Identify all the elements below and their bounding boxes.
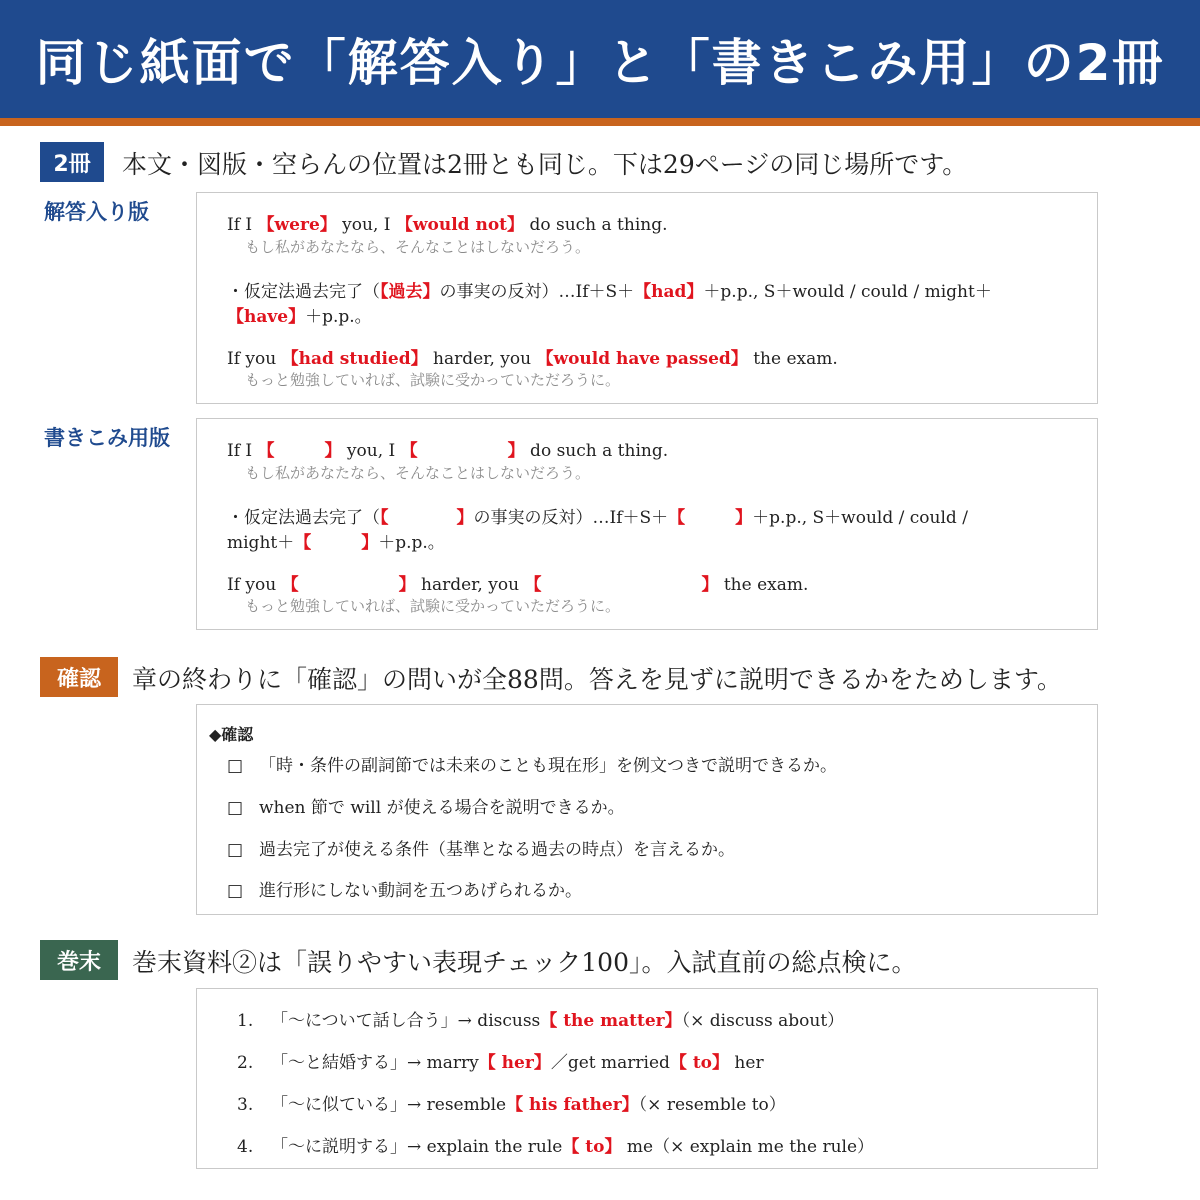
blank-rule-line-2: might＋【 】＋p.p.。 <box>227 533 445 553</box>
answer-rule-line-1: ・仮定法過去完了（【過去】の事実の反対）…If＋S＋【had】＋p.p., S＋would / could / might＋ <box>227 282 992 302</box>
blank-sentence-1: If I 【 】 you, I 【 】 do such a thing. <box>227 441 669 461</box>
appendix-item: 4. 「〜に説明する」→ explain the rule【 to】 me（× explain me the rule） <box>237 1137 875 1157</box>
answer-translation-1: もし私があなたなら、そんなことはしないだろう。 <box>245 238 591 256</box>
banner-accent-stripe <box>0 118 1200 126</box>
answer-fill: 【would have passed】 <box>536 349 748 369</box>
blank-edition-box <box>196 418 1098 630</box>
checkbox-icon[interactable]: □ <box>227 881 244 901</box>
answer-sentence-2: If you 【had studied】 harder, you 【would have passed】 the exam. <box>227 349 838 369</box>
check-item: □ when 節で will が使える場合を説明できるか。 <box>227 798 625 818</box>
answer-sentence-1: If I 【were】 you, I 【would not】 do such a thing. <box>227 215 668 235</box>
section-badge-2books: 2冊 <box>40 142 104 182</box>
answer-translation-2: もっと勉強していれば、試験に受かっていただろうに。 <box>245 371 621 389</box>
answer-fill: 【would not】 <box>395 215 525 235</box>
answer-fill: 【had】 <box>634 282 704 302</box>
section-badge-check: 確認 <box>40 657 118 697</box>
blank-translation-2: もっと勉強していれば、試験に受かっていただろうに。 <box>245 597 621 615</box>
answer-fill: 【had studied】 <box>281 349 428 369</box>
section-heading-appendix: 巻末資料②は「誤りやすい表現チェック100」。入試直前の総点検に。 <box>132 948 917 977</box>
answer-edition-label: 解答入り版 <box>44 200 149 224</box>
answer-fill: 【have】 <box>227 307 306 327</box>
answer-fill: 【過去】 <box>380 282 440 302</box>
check-item: □ 過去完了が使える条件（基準となる過去の時点）を言えるか。 <box>227 840 735 860</box>
check-item: □ 「時・条件の副詞節では未来のことも現在形」を例文つきで説明できるか。 <box>227 756 837 776</box>
section-badge-appendix: 巻末 <box>40 940 118 980</box>
section-heading-check: 章の終わりに「確認」の問いが全88問。答えを見ずに説明できるかをためします。 <box>132 665 1062 694</box>
blank-rule-line-1: ・仮定法過去完了（【 】の事実の反対）…If＋S＋【 】＋p.p., S＋would / could / <box>227 508 968 528</box>
answer-edition-box <box>196 192 1098 404</box>
blank-sentence-2: If you 【 】 harder, you 【 】 the exam. <box>227 575 809 595</box>
appendix-item: 2. 「〜と結婚する」→ marry【 her】／get married【 to】 her <box>237 1053 764 1073</box>
blank-translation-1: もし私があなたなら、そんなことはしないだろう。 <box>245 464 591 482</box>
check-box <box>196 704 1098 915</box>
checkbox-icon[interactable]: □ <box>227 798 244 818</box>
answer-rule-line-2: 【have】＋p.p.。 <box>227 307 372 327</box>
answer-fill: 【were】 <box>257 215 337 235</box>
check-item: □ 進行形にしない動詞を五つあげられるか。 <box>227 881 582 901</box>
check-box-title: ◆確認 <box>209 725 254 744</box>
appendix-item: 1. 「〜について話し合う」→ discuss【 the matter】（× discuss about） <box>237 1011 845 1031</box>
checkbox-icon[interactable]: □ <box>227 756 244 776</box>
page-title: 同じ紙面で「解答入り」と「書きこみ用」の2冊 <box>35 34 1165 92</box>
section-heading-2books: 本文・図版・空らんの位置は2冊とも同じ。下は29ページの同じ場所です。 <box>122 150 968 179</box>
appendix-item: 3. 「〜に似ている」→ resemble【 his father】（× resemble to） <box>237 1095 786 1115</box>
title-banner <box>0 0 1200 118</box>
appendix-box <box>196 988 1098 1169</box>
checkbox-icon[interactable]: □ <box>227 840 244 860</box>
blank-edition-label: 書きこみ用版 <box>44 426 170 450</box>
